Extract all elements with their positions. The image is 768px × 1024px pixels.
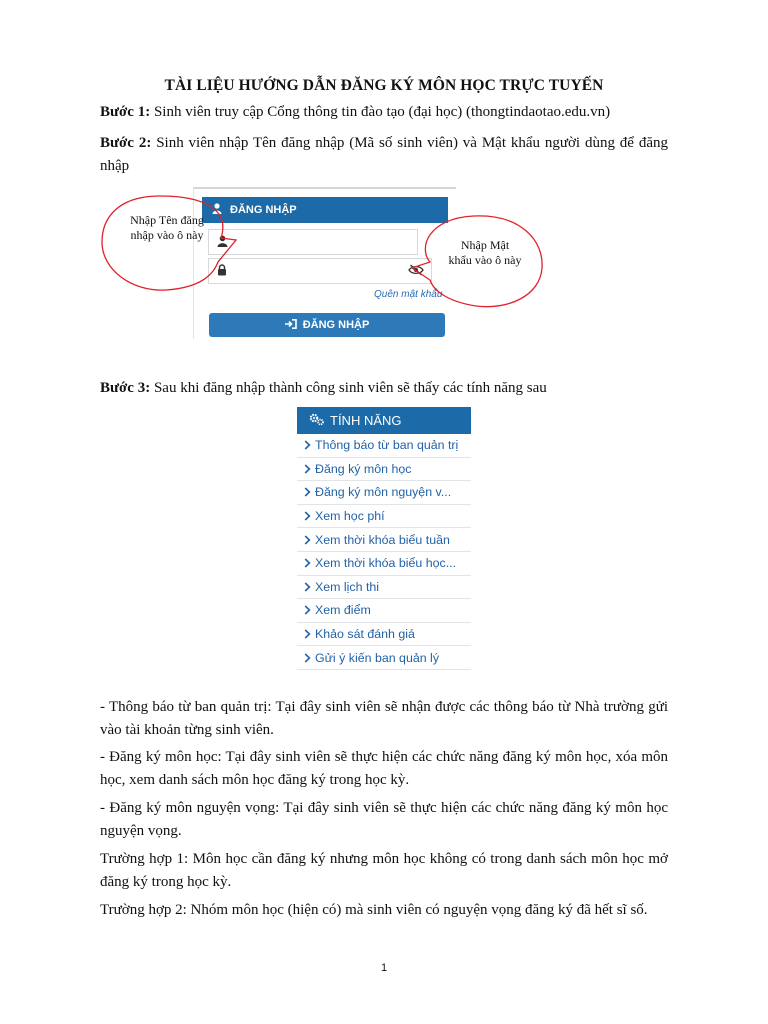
login-panel	[193, 187, 456, 339]
password-field[interactable]	[208, 258, 432, 284]
chevron-right-icon	[304, 440, 311, 450]
feature-item[interactable]	[297, 623, 471, 647]
features-header-label: TÍNH NĂNG	[330, 413, 402, 428]
login-figure	[193, 187, 455, 337]
feature-item[interactable]	[297, 458, 471, 482]
login-header-label: ĐĂNG NHẬP	[230, 204, 297, 216]
lock-icon	[209, 259, 235, 281]
feature-item[interactable]	[297, 434, 471, 458]
feature-item[interactable]	[297, 528, 471, 552]
paragraph-notifications: - Thông báo từ ban quản trị: Tại đây sinh viên sẽ nhận được các thông báo từ Nhà trường gửi vào tài khoản từng sinh viên.	[100, 699, 668, 738]
password-input[interactable]	[237, 261, 391, 281]
chevron-right-icon	[304, 653, 311, 663]
step-3	[100, 377, 668, 400]
feature-item[interactable]	[297, 599, 471, 623]
feature-item-label: Xem lịch thi	[315, 579, 380, 594]
feature-item[interactable]	[297, 481, 471, 505]
username-field[interactable]	[208, 229, 418, 255]
chevron-right-icon	[304, 487, 311, 497]
paragraph-case-1: Trường hợp 1: Môn học cần đăng ký nhưng môn học không có trong danh sách môn học mở đăng ký trong học kỳ.	[100, 851, 668, 890]
feature-item-label: Đăng ký môn học	[315, 461, 412, 476]
chevron-right-icon	[304, 464, 311, 474]
login-header	[202, 197, 448, 223]
paragraph-case-2: Trường hợp 2: Nhóm môn học (hiện có) mà sinh viên có nguyện vọng đăng ký đã hết sĩ số.	[100, 902, 648, 918]
features-panel	[297, 407, 471, 687]
gears-icon	[309, 413, 325, 429]
feature-item[interactable]	[297, 576, 471, 600]
feature-item-label: Xem học phí	[315, 509, 385, 524]
step-2-label: Bước 2:	[100, 135, 152, 151]
feature-item-label: Gửi ý kiến ban quản lý	[315, 650, 440, 665]
step-3-label: Bước 3:	[100, 380, 151, 396]
page-number: 1	[380, 962, 388, 974]
feature-item-label: Xem điểm	[315, 603, 371, 618]
paragraph-register: - Đăng ký môn học: Tại đây sinh viên sẽ thực hiện các chức năng đăng ký môn học, xóa môn học, xem danh sách môn học đăng ký trong học kỳ.	[100, 749, 668, 788]
callout-left-text: Nhập Tên đăng nhập vào ô này	[130, 213, 204, 242]
step-1-label: Bước 1:	[100, 104, 151, 120]
feature-item-label: Đăng ký môn nguyện v...	[315, 485, 452, 500]
step-2	[100, 132, 668, 178]
user-icon	[209, 230, 235, 252]
login-button-label: ĐĂNG NHẬP	[302, 319, 370, 331]
step-3-text: Sau khi đăng nhập thành công sinh viên sẽ thấy các tính năng sau	[150, 380, 547, 396]
step-1	[100, 101, 668, 124]
forgot-password-link[interactable]: Quên mật khẩu	[374, 289, 443, 300]
chevron-right-icon	[304, 535, 311, 545]
feature-item[interactable]	[297, 646, 471, 670]
feature-item[interactable]	[297, 552, 471, 576]
chevron-right-icon	[304, 582, 311, 592]
feature-item-label: Thông báo từ ban quản trị	[315, 438, 459, 453]
feature-item-label: Xem thời khóa biểu tuần	[315, 532, 450, 547]
login-button[interactable]	[209, 313, 445, 337]
username-input[interactable]	[237, 232, 391, 252]
callout-right-text: Nhập Mật khẩu vào ô này	[448, 238, 522, 267]
step-1-text: Sinh viên truy cập Cổng thông tin đào tạo (đại học) (thongtindaotao.edu.vn)	[150, 104, 611, 120]
chevron-right-icon	[304, 511, 311, 521]
paragraph-wish-register: - Đăng ký môn nguyện vọng: Tại đây sinh viên sẽ thực hiện các chức năng đăng ký môn học nguyện vọng.	[100, 800, 668, 839]
chevron-right-icon	[304, 629, 311, 639]
eye-slash-icon[interactable]	[401, 259, 431, 281]
chevron-right-icon	[304, 558, 311, 568]
step-2-text: Sinh viên nhập Tên đăng nhập (Mã số sinh viên) và Mật khẩu người dùng để đăng nhập	[100, 135, 668, 174]
document-title: TÀI LIỆU HƯỚNG DẪN ĐĂNG KÝ MÔN HỌC TRỰC TUYẾN	[164, 77, 604, 94]
sign-in-icon	[285, 319, 297, 332]
user-icon	[212, 203, 222, 217]
feature-item-label: Khảo sát đánh giá	[315, 627, 415, 642]
feature-item-label: Xem thời khóa biểu học...	[315, 556, 457, 571]
chevron-right-icon	[304, 605, 311, 615]
features-list	[297, 434, 471, 670]
feature-item[interactable]	[297, 505, 471, 529]
features-header	[297, 407, 471, 434]
